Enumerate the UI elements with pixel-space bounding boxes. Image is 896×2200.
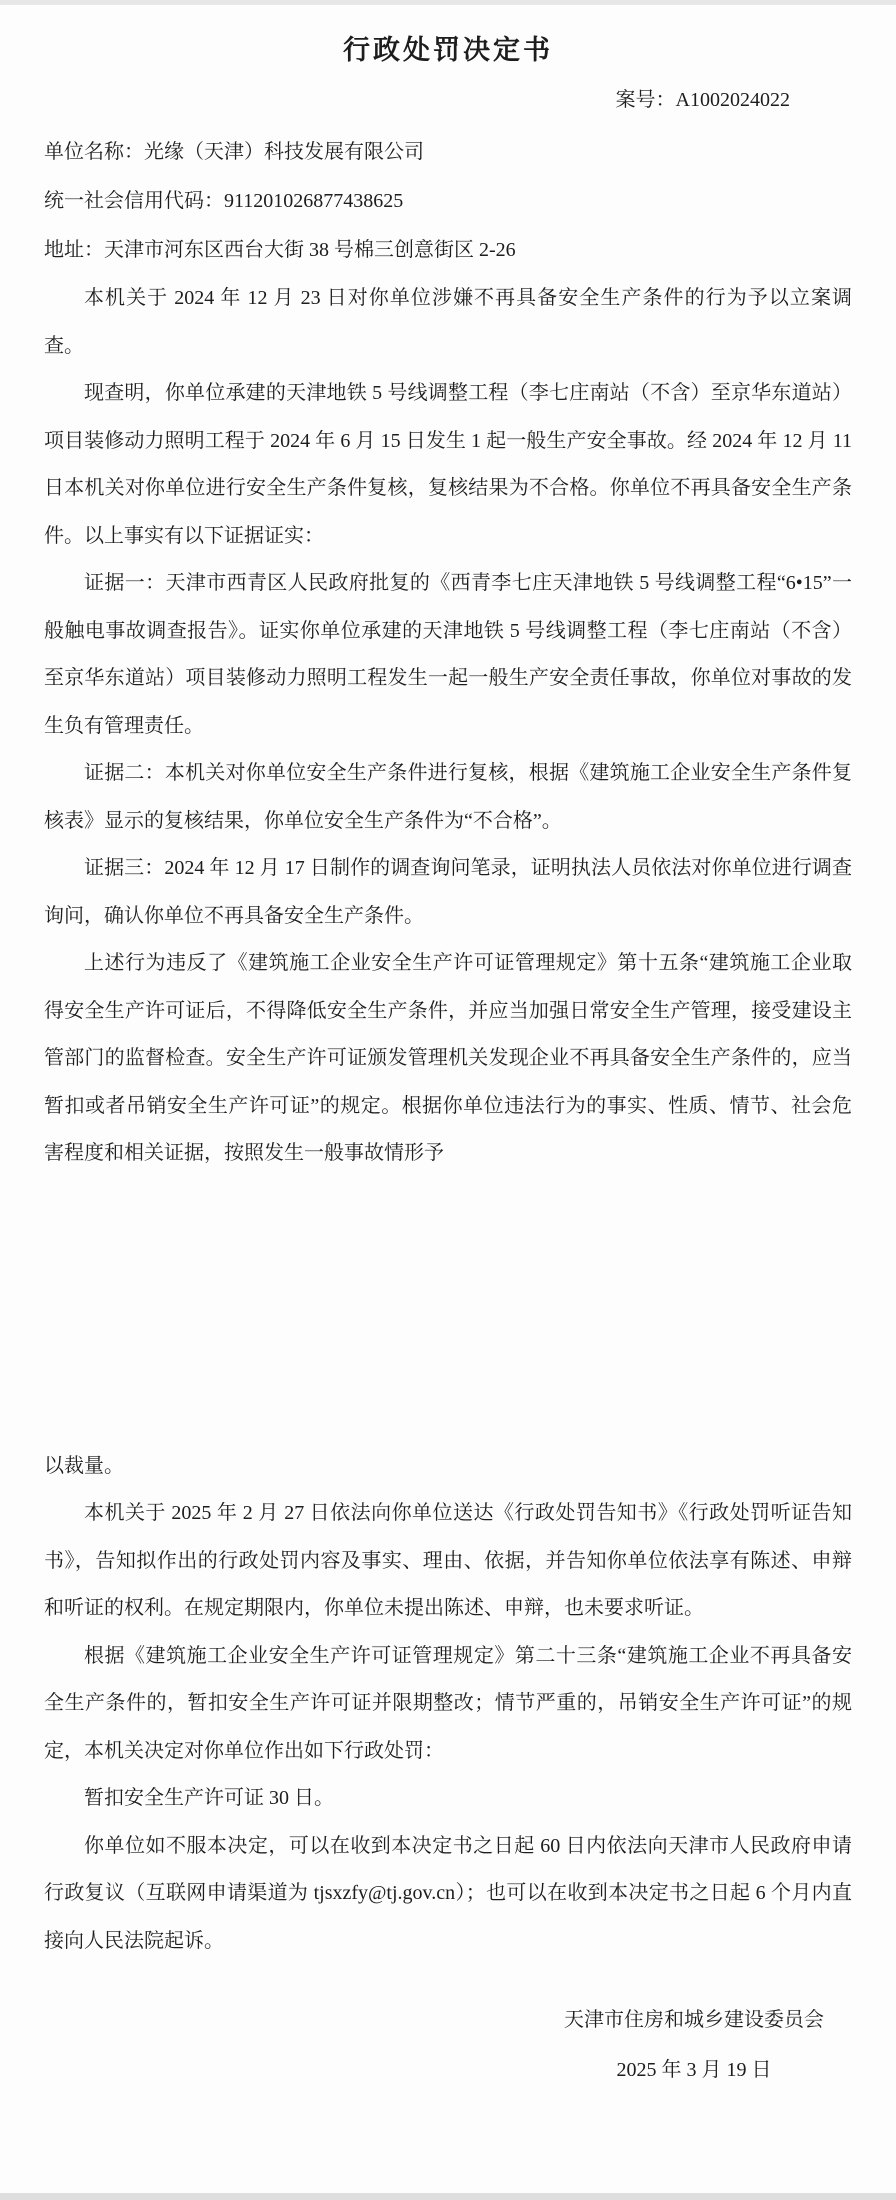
paragraph: 暂扣安全生产许可证 30 日。 [84,1787,334,1809]
scan-top-edge [0,0,896,5]
paragraph: 证据三：2024 年 12 月 17 日制作的调查询问笔录，证明执法人员依法对你单位进行调查询问，确认你单位不再具备安全生产条件。 [44,857,852,927]
paragraph: 证据一：天津市西青区人民政府批复的《西青李七庄天津地铁 5 号线调整工程“6•15”一般触电事故调查报告》。证实你单位承建的天津地铁 5 号线调整工程（李七庄南站（不含）至京华东道站）项目装修动力照明工程发生一起一般生产安全责任事故，你单位对事故的发生负有管理责任。 [44,572,852,737]
scan-bottom-edge [0,2193,896,2200]
paragraph: 你单位如不服本决定，可以在收到本决定书之日起 60 日内依法向天津市人民政府申请行政复议（互联网申请渠道为 tjsxzfy@tj.gov.cn）；也可以在收到本决定书之日起 6 个月内直接向人民法院起诉。 [44,1834,852,1952]
paragraph: 根据《建筑施工企业安全生产许可证管理规定》第二十三条“建筑施工企业不再具备安全生产条件的，暂扣安全生产许可证并限期整改；情节严重的，吊销安全生产许可证”的规定，本机关决定对你单位作出如下行政处罚： [44,1644,852,1762]
paragraph: 本机关于 2024 年 12 月 23 日对你单位涉嫌不再具备安全生产条件的行为予以立案调查。 [44,287,852,357]
field-address: 地址：天津市河东区西台大街 38 号棉三创意街区 2-26 [44,239,516,261]
paragraph: 现查明，你单位承建的天津地铁 5 号线调整工程（李七庄南站（不含）至京华东道站）项目装修动力照明工程于 2024 年 6 月 15 日发生 1 起一般生产安全事故。经 2024 年 12 月 11 日本机关对你单位进行安全生产条件复核，复核结果为不合格。你单位不再具备安全生产条件。以上事实有以下证据证实： [44,382,852,547]
document-body [44,275,852,1965]
paragraph: 本机关于 2025 年 2 月 27 日依法向你单位送达《行政处罚告知书》《行政处罚听证告知书》，告知拟作出的行政处罚内容及事实、理由、依据，并告知你单位依法享有陈述、申辩和听证的权利。在规定期限内，你单位未提出陈述、申辩，也未要求听证。 [44,1502,852,1619]
issuer-name: 天津市住房和城乡建设委员会 [564,2009,824,2031]
info-fields [44,128,852,275]
issue-date: 2025 年 3 月 19 日 [616,2059,772,2081]
paragraph: 以裁量。 [44,1454,124,1477]
field-credit-code: 统一社会信用代码：911201026877438625 [44,190,404,212]
case-number: 案号：A1002024022 [615,89,790,111]
signature-block [44,1995,852,2095]
document-title: 行政处罚决定书 [343,35,553,65]
field-unit-name: 单位名称：光缘（天津）科技发展有限公司 [44,141,424,163]
paragraph: 上述行为违反了《建筑施工企业安全生产许可证管理规定》第十五条“建筑施工企业取得安全生产许可证后，不得降低安全生产条件，并应当加强日常安全生产管理，接受建设主管部门的监督检查。安全生产许可证颁发管理机关发现企业不再具备安全生产条件的，应当暂扣或者吊销安全生产许可证”的规定。根据你单位违法行为的事实、性质、情节、社会危害程度和相关证据，按照发生一般事故情形予 [44,952,852,1164]
paragraph: 证据二：本机关对你单位安全生产条件进行复核，根据《建筑施工企业安全生产条件复核表》显示的复核结果，你单位安全生产条件为“不合格”。 [44,762,852,832]
